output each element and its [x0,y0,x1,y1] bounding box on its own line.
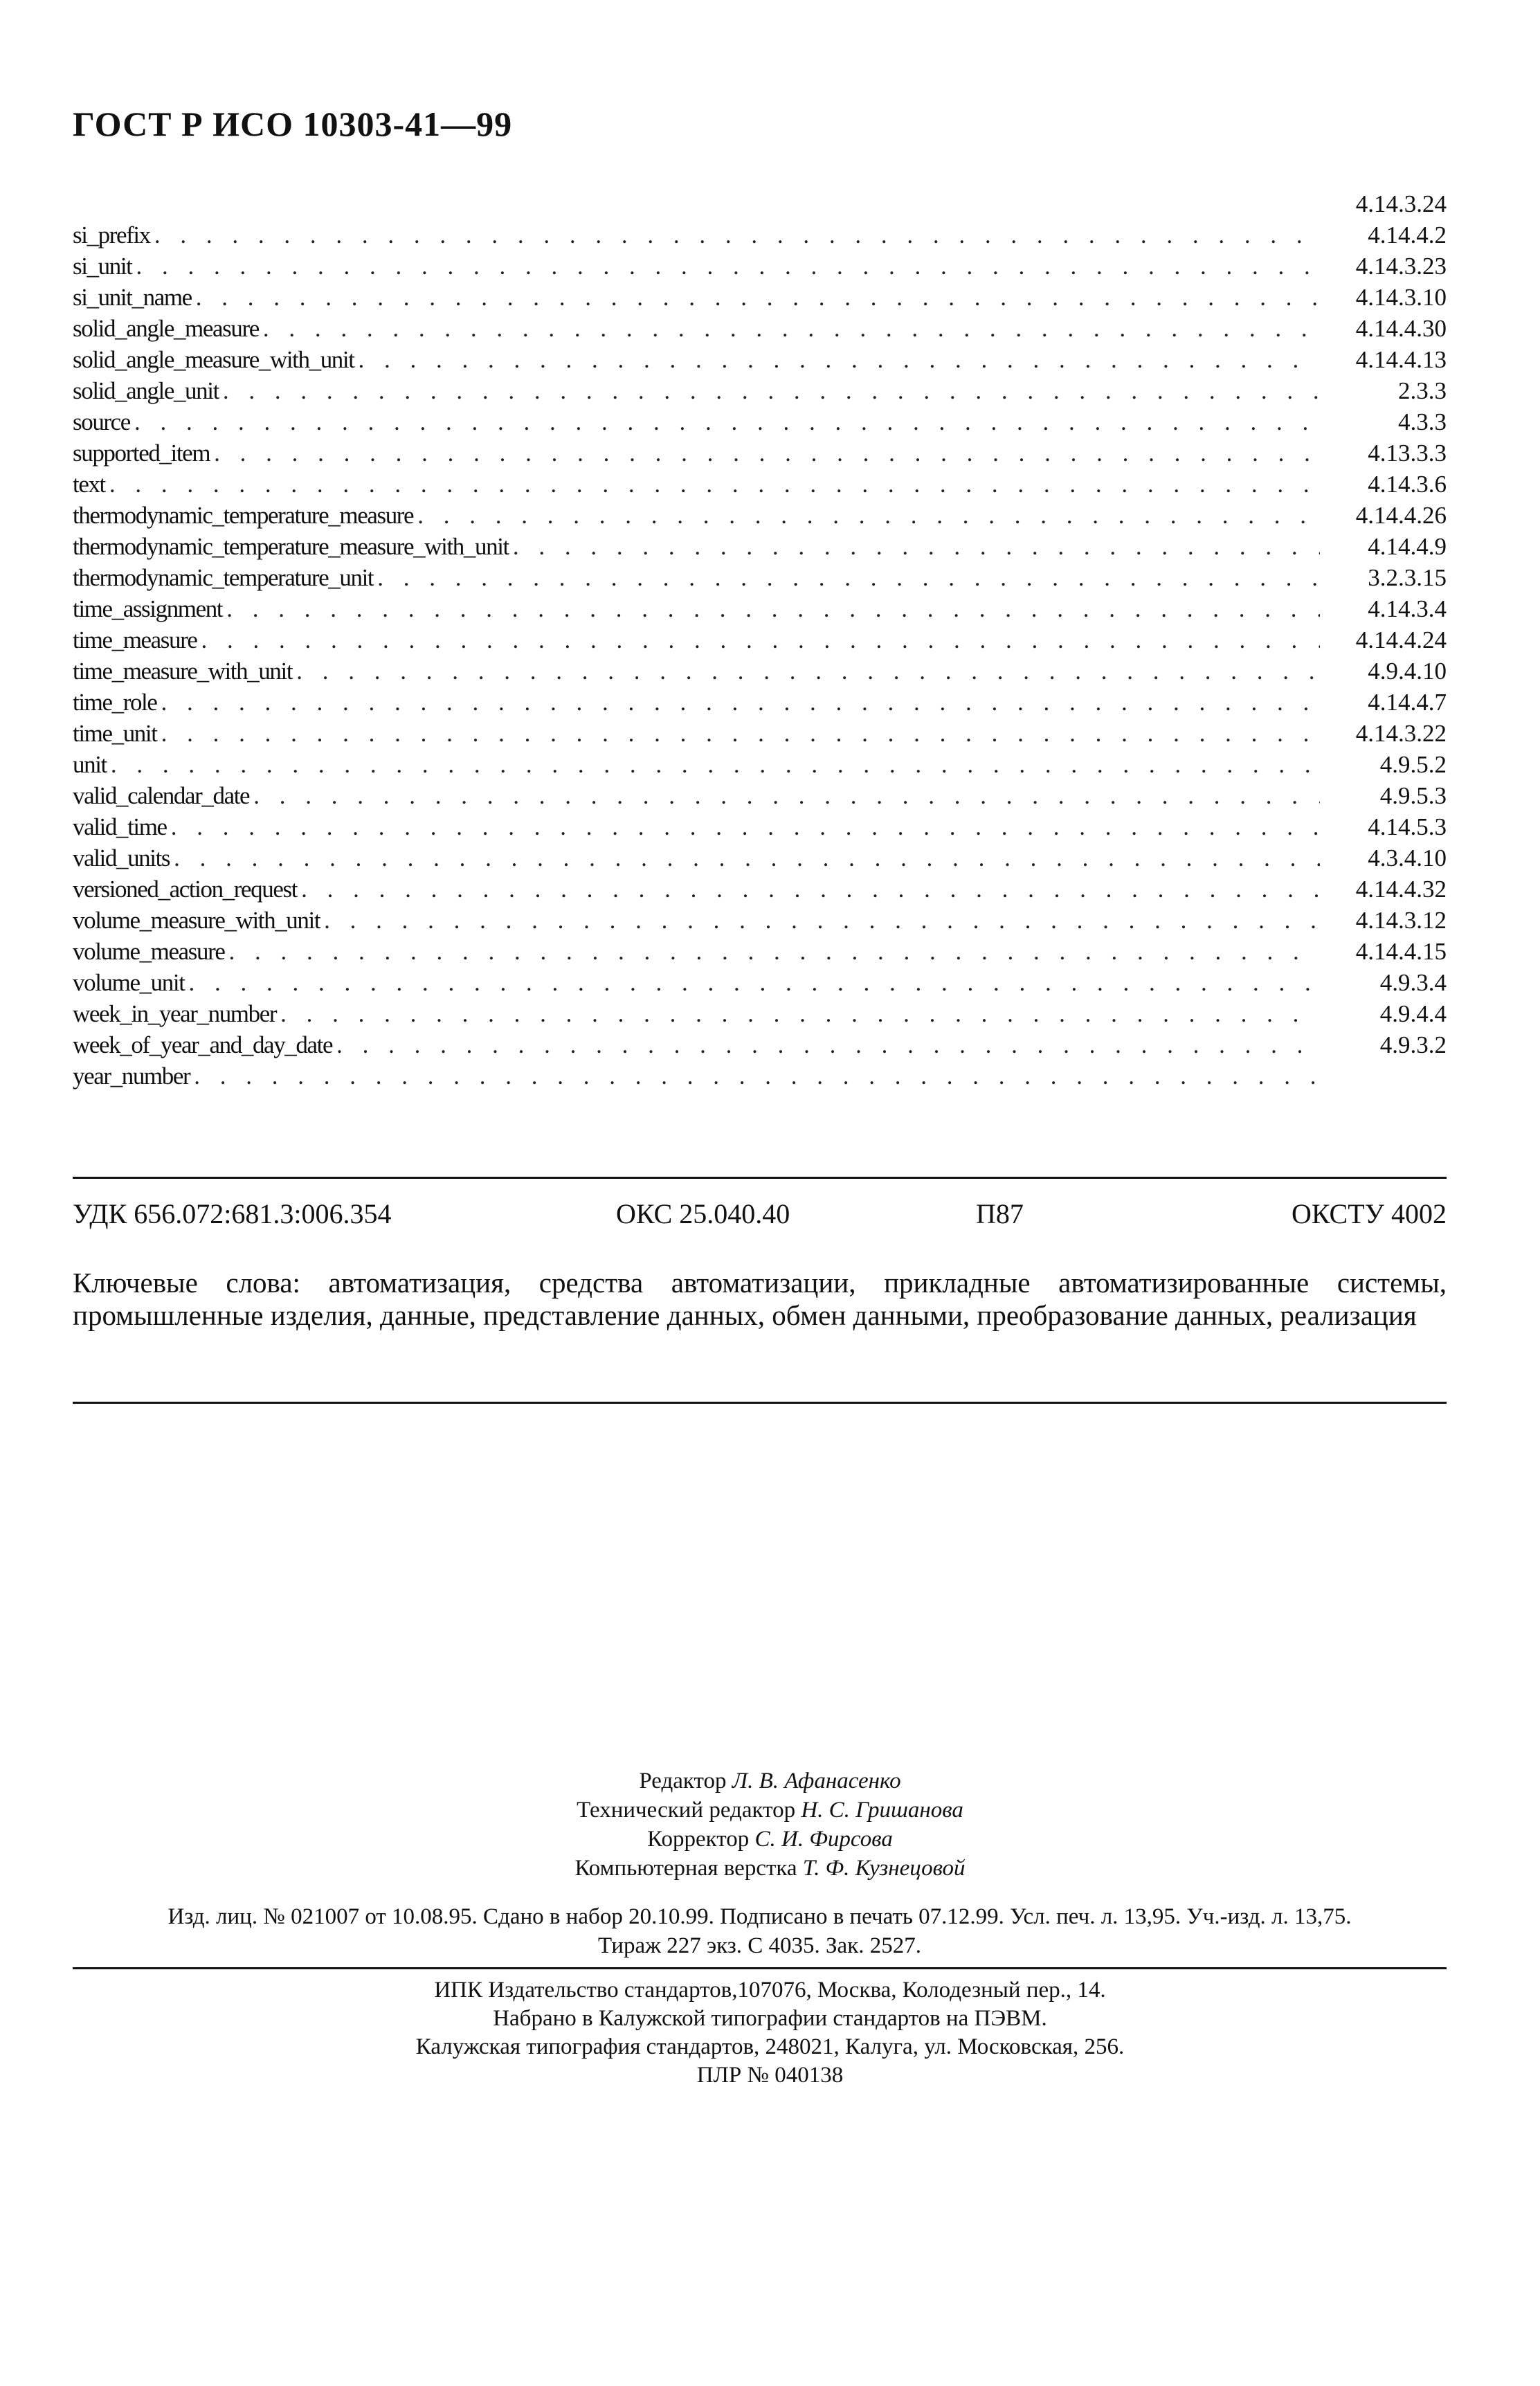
index-term: time_assignment [73,595,223,622]
index-entry [73,905,1447,936]
index-entry [73,967,1447,998]
credit-role: Технический редактор [577,1798,796,1823]
index-entry [73,531,1447,562]
index-term: thermodynamic_temperature_measure_with_unit [73,533,509,560]
index-section-ref: 4.13.3.3 [1368,440,1447,467]
keywords-text: автоматизация, средства автоматизации, прикладные автоматизированные системы, промышленные изделия, данные, представление данных, обмен данными, преобразование данных, реализация [73,1267,1447,1331]
index-section-ref: 4.9.4.10 [1368,658,1447,685]
divider-publisher [73,1967,1447,1969]
index-entry [73,936,1447,967]
index-section-ref: 4.3.4.10 [1368,844,1447,871]
index-section-ref: 4.14.3.22 [1355,720,1447,747]
index-term: valid_calendar_date [73,782,250,809]
credit-role: Корректор [647,1827,750,1852]
index-term: volume_unit [73,969,185,996]
index-section-ref: 4.14.4.30 [1355,315,1447,342]
term-index [73,188,1447,1092]
index-term: valid_units [73,844,170,871]
index-section-ref: 4.14.4.15 [1355,938,1447,965]
publication-line: Изд. лиц. № 021007 от 10.08.95. Сдано в набор 20.10.99. Подписано в печать 07.12.99. Усл. печ. л. 13,95. Уч.-изд. л. 13,75. [167,1904,1352,1929]
index-section-ref: 4.14.4.24 [1355,626,1447,653]
credit-person: Н. С. Гришанова [801,1798,963,1823]
dot-leader [161,718,1320,749]
index-section-ref: 4.14.3.12 [1355,907,1447,934]
index-entry [73,593,1447,624]
okstu-code: ОКСТУ 4002 [1291,1198,1447,1229]
printer-line: Набрано в Калужской типографии стандартов на ПЭВМ. [493,2006,1047,2031]
index-entry [73,562,1447,593]
index-section-ref: 4.9.3.4 [1379,969,1447,996]
index-section-ref: 4.14.4.26 [1355,502,1447,529]
credit-person: Т. Ф. Кузнецовой [802,1856,966,1881]
index-section-ref: 4.14.4.2 [1368,222,1447,248]
index-rows [73,219,1447,1092]
index-entry [73,718,1447,749]
dot-leader [136,251,1321,282]
credit-line [0,1825,1540,1854]
dot-leader [229,936,1321,967]
dot-leader [194,1060,1320,1092]
dot-leader [171,811,1320,842]
index-term: year_number [73,1063,190,1090]
index-entry [73,811,1447,842]
credit-person: Л. В. Афанасенко [732,1769,901,1793]
printer-line: Калужская типография стандартов, 248021, Калуга, ул. Московская, 256. [415,2034,1125,2059]
staff-credits [0,1766,1540,1883]
index-section-ref: 4.14.4.32 [1355,876,1447,903]
index-section-ref: 4.14.4.7 [1368,689,1447,716]
credit-role: Компьютерная верстка [574,1856,797,1881]
divider-keywords [73,1402,1447,1404]
index-entry [73,998,1447,1029]
dot-leader [253,780,1320,811]
dot-leader [296,656,1320,687]
keywords-label: Ключевые слова: [73,1267,300,1299]
index-term: versioned_action_request [73,876,298,903]
index-entry [73,219,1447,251]
index-section-ref: 4.14.4.13 [1355,346,1447,373]
index-section-ref: 4.9.4.4 [1379,1000,1447,1027]
index-term: solid_angle_unit [73,377,219,404]
dot-leader [196,282,1320,313]
index-entry [73,749,1447,780]
oks-code: ОКС 25.040.40 [616,1198,790,1229]
index-section-ref: 4.14.3.4 [1368,595,1447,622]
index-section-ref: 4.14.3.6 [1368,471,1447,498]
dot-leader [336,1029,1320,1060]
dot-leader [109,469,1320,500]
index-entry [73,842,1447,874]
index-entry [73,344,1447,375]
index-section-ref: 4.9.5.2 [1379,751,1447,778]
dot-leader [161,687,1320,718]
credit-line [0,1766,1540,1796]
index-term: solid_angle_measure [73,315,259,342]
dot-leader [201,624,1320,656]
index-term: time_role [73,689,157,716]
index-entry [73,282,1447,313]
credit-role: Редактор [639,1769,727,1793]
index-section-ref: 4.14.3.23 [1355,253,1447,280]
index-entry [73,375,1447,406]
index-term: source [73,408,130,435]
publication-info [73,1902,1447,1960]
keywords-paragraph [73,1267,1447,1332]
dot-leader [226,593,1320,624]
divider-top [73,1177,1447,1179]
index-term: solid_angle_measure_with_unit [73,346,354,373]
index-entry [73,251,1447,282]
dot-leader [214,437,1320,469]
index-term: time_measure [73,626,197,653]
index-entry [73,780,1447,811]
dot-leader [359,344,1320,375]
index-term: thermodynamic_temperature_unit [73,564,374,591]
printer-line: ПЛР № 040138 [696,2063,844,2088]
index-term: week_in_year_number [73,1000,277,1027]
dot-leader [377,562,1320,593]
index-section-ref: 3.2.3.15 [1368,564,1447,591]
index-section-ref: 4.3.3 [1398,408,1447,435]
dot-leader [263,313,1320,344]
dot-leader [301,874,1320,905]
index-section-ref: 4.9.5.3 [1379,782,1447,809]
p-code: П87 [976,1198,1024,1229]
index-entry [73,500,1447,531]
index-section-ref: 4.14.4.9 [1368,533,1447,560]
dot-leader [324,905,1320,936]
dot-leader [154,219,1320,251]
index-entry [73,656,1447,687]
index-term: volume_measure_with_unit [73,907,320,934]
index-entry [73,437,1447,469]
index-term: thermodynamic_temperature_measure [73,502,414,529]
index-section-ref: 4.14.5.3 [1368,813,1447,840]
standard-designation: ГОСТ Р ИСО 10303-41—99 [73,105,513,143]
index-section-ref: 4.9.3.2 [1379,1031,1447,1058]
index-entry [73,1060,1447,1092]
index-term: valid_time [73,813,167,840]
index-term: time_measure_with_unit [73,658,293,685]
printer-info [0,1976,1540,2090]
udk-code: УДК 656.072:681.3:006.354 [73,1198,392,1229]
credit-line [0,1854,1540,1883]
index-term: si_unit [73,253,132,280]
dot-leader [280,998,1320,1029]
index-entry [73,469,1447,500]
index-term: si_prefix [73,222,150,248]
index-term: time_unit [73,720,157,747]
index-entry [73,313,1447,344]
index-term: week_of_year_and_day_date [73,1031,333,1058]
dot-leader [111,749,1320,780]
dot-leader [174,842,1320,874]
index-term: si_unit_name [73,284,192,311]
index-section-ref: 2.3.3 [1398,377,1447,404]
dot-leader [417,500,1320,531]
index-term: unit [73,751,107,778]
index-term: text [73,471,105,498]
index-continued-ref: 4.14.3.24 [1355,190,1447,217]
index-entry [73,406,1447,437]
credit-line [0,1796,1540,1825]
index-term: volume_measure [73,938,225,965]
dot-leader [189,967,1320,998]
credit-person: С. И. Фирсова [754,1827,893,1852]
printer-line: ИПК Издательство стандартов,107076, Москва, Колодезный пер., 14. [434,1978,1106,2003]
index-entry [73,687,1447,718]
dot-leader [513,531,1320,562]
index-entry [73,624,1447,656]
index-term: supported_item [73,440,210,467]
dot-leader [223,375,1320,406]
index-entry [73,1029,1447,1060]
index-section-ref: 4.14.3.10 [1355,284,1447,311]
dot-leader [134,406,1320,437]
publication-line: Тираж 227 экз. С 4035. Зак. 2527. [598,1933,921,1958]
index-entry [73,874,1447,905]
